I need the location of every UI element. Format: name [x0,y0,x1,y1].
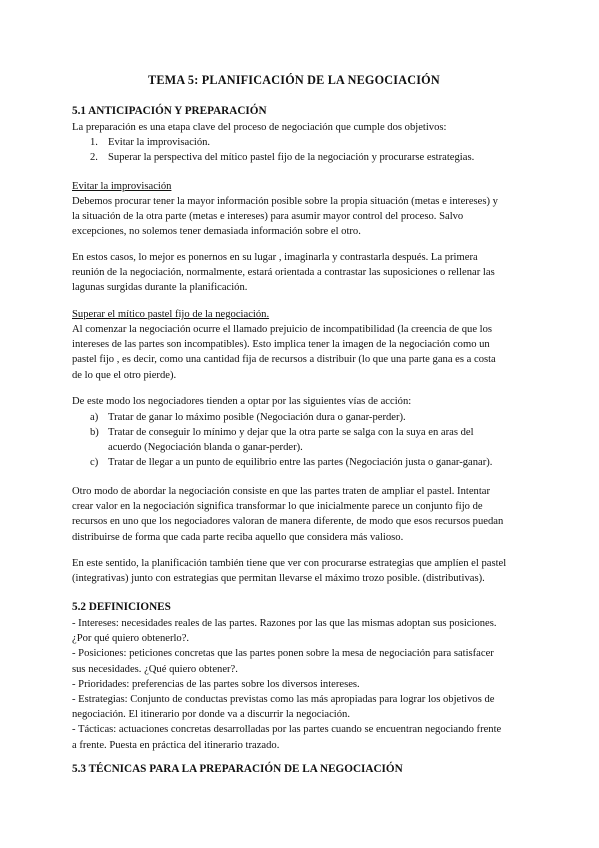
objective-number: 1. [90,137,98,148]
definition-line: - Intereses: necesidades reales de las partes. Razones por las que las mismas adoptan sus posiciones. [72,618,497,629]
objective-text: Evitar la improvisación. [108,137,211,148]
option-text: acuerdo (Negociación blanda o ganar-perder). [108,442,303,453]
paragraph-line: pastel fijo , es decir, como una cantidad fija de recursos a distribuir (lo que una parte gana es a costa [72,354,496,366]
paragraph-line: de lo que el otro pierde). [72,369,177,381]
definition-line: negociación. El itinerario por donde va a discurrir la negociación. [72,709,350,721]
paragraph-line: Debemos procurar tener la mayor información posible sobre la propia situación (metas e intereses) y [72,196,498,207]
paragraph [72,556,524,586]
section-heading-5-1: 5.1 ANTICIPACIÓN Y PREPARACIÓN [72,105,267,117]
subheading-evitar-improvisacion: Evitar la improvisación [72,181,172,192]
paragraph [72,250,524,296]
option-text: Tratar de conseguir lo mínimo y dejar que la otra parte se salga con la suya en aras del [108,427,474,438]
paragraph-line: En este sentido, la planificación también tiene que ver con procurarse estrategias que amplíen el pastel [72,558,507,569]
paragraph-line: Al comenzar la negociación ocurre el llamado prejuicio de incompatibilidad (la creencia de que los [72,324,493,335]
paragraph-line: recursos en uno que los negociadores valoran de manera diferente, de modo que esos recursos puedan [72,516,504,528]
option-text: Tratar de ganar lo máximo posible (Negociación dura o ganar-perder). [108,412,406,423]
paragraph-line: distribuirse de forma que cada parte reciba aquello que considera más valioso. [72,531,404,543]
paragraph-line: En estos casos, lo mejor es ponernos en su lugar , imaginarla y contrastarla después. La primera [72,252,478,263]
objective-text: Superar la perspectiva del mítico pastel fijo de la negociación y procurarse estrategias. [108,152,475,163]
paragraph-line: excepciones, no solemos tener demasiada información sobre el otro. [72,226,361,238]
paragraph-line: lagunas surgidas durante la planificación. [72,282,248,294]
definition-line: ¿Por qué quiero obtenerlo?. [72,633,190,645]
definition-line: - Tácticas: actuaciones concretas desarrolladas por las partes cuando se encuentran negociando frente [72,724,502,736]
subheading-superar-pastel-fijo: Superar el mítico pastel fijo de la negociación. [72,309,270,320]
paragraph-line: (integrativas) junto con estrategias que permitan llevarse el máximo trozo posible. (distributivas). [72,573,485,585]
option-text: Tratar de llegar a un punto de equilibrio entre las partes (Negociación justa o ganar-ganar). [108,457,493,468]
paragraph: De este modo los negociadores tienden a optar por las siguientes vías de acción: [72,396,412,407]
paragraph-line: la situación de la otra parte (metas e intereses) para asumir mayor control del proceso. Salvo [72,211,464,223]
definition-line: sus necesidades. ¿Qué quiero obtener?. [72,663,238,675]
paragraph [72,484,524,545]
objective-number: 2. [90,152,98,163]
definition-line: - Estrategias: Conjunto de conductas previstas como las más apropiadas para lograr los objetivos de [72,694,495,706]
option-marker: a) [90,412,99,423]
paragraph-line: intereses de las partes son incompatibles). Esto implica tener la imagen de la negociación como un [72,339,490,351]
option-marker: c) [90,457,99,468]
paragraph-line: crear valor en la negociación significa transformar lo que inicialmente parece un conjunto fijo de [72,501,483,513]
paragraph-line: reunión de la negociación, normalmente, estará orientada a contrastar las suposiciones o rellenar las [72,267,495,279]
section-heading-5-3: 5.3 TÉCNICAS PARA LA PREPARACIÓN DE LA NEGOCIACIÓN [72,763,403,775]
definitions-list [72,616,524,753]
definition-line: - Prioridades: preferencias de las partes sobre los diversos intereses. [72,678,360,690]
option-marker: b) [90,427,99,438]
document-title: TEMA 5: PLANIFICACIÓN DE LA NEGOCIACIÓN [148,73,440,87]
paragraph [72,322,524,383]
section-heading-5-2: 5.2 DEFINICIONES [72,601,171,613]
paragraph-line: Otro modo de abordar la negociación consiste en que las partes traten de ampliar el pastel. Intentar [72,486,490,497]
section-intro: La preparación es una etapa clave del proceso de negociación que cumple dos objetivos: [72,122,447,133]
definition-line: a frente. Puesta en práctica del itinerario trazado. [72,739,280,751]
paragraph [72,194,524,240]
definition-line: - Posiciones: peticiones concretas que las partes ponen sobre la mesa de negociación para satisfacer [72,648,494,660]
